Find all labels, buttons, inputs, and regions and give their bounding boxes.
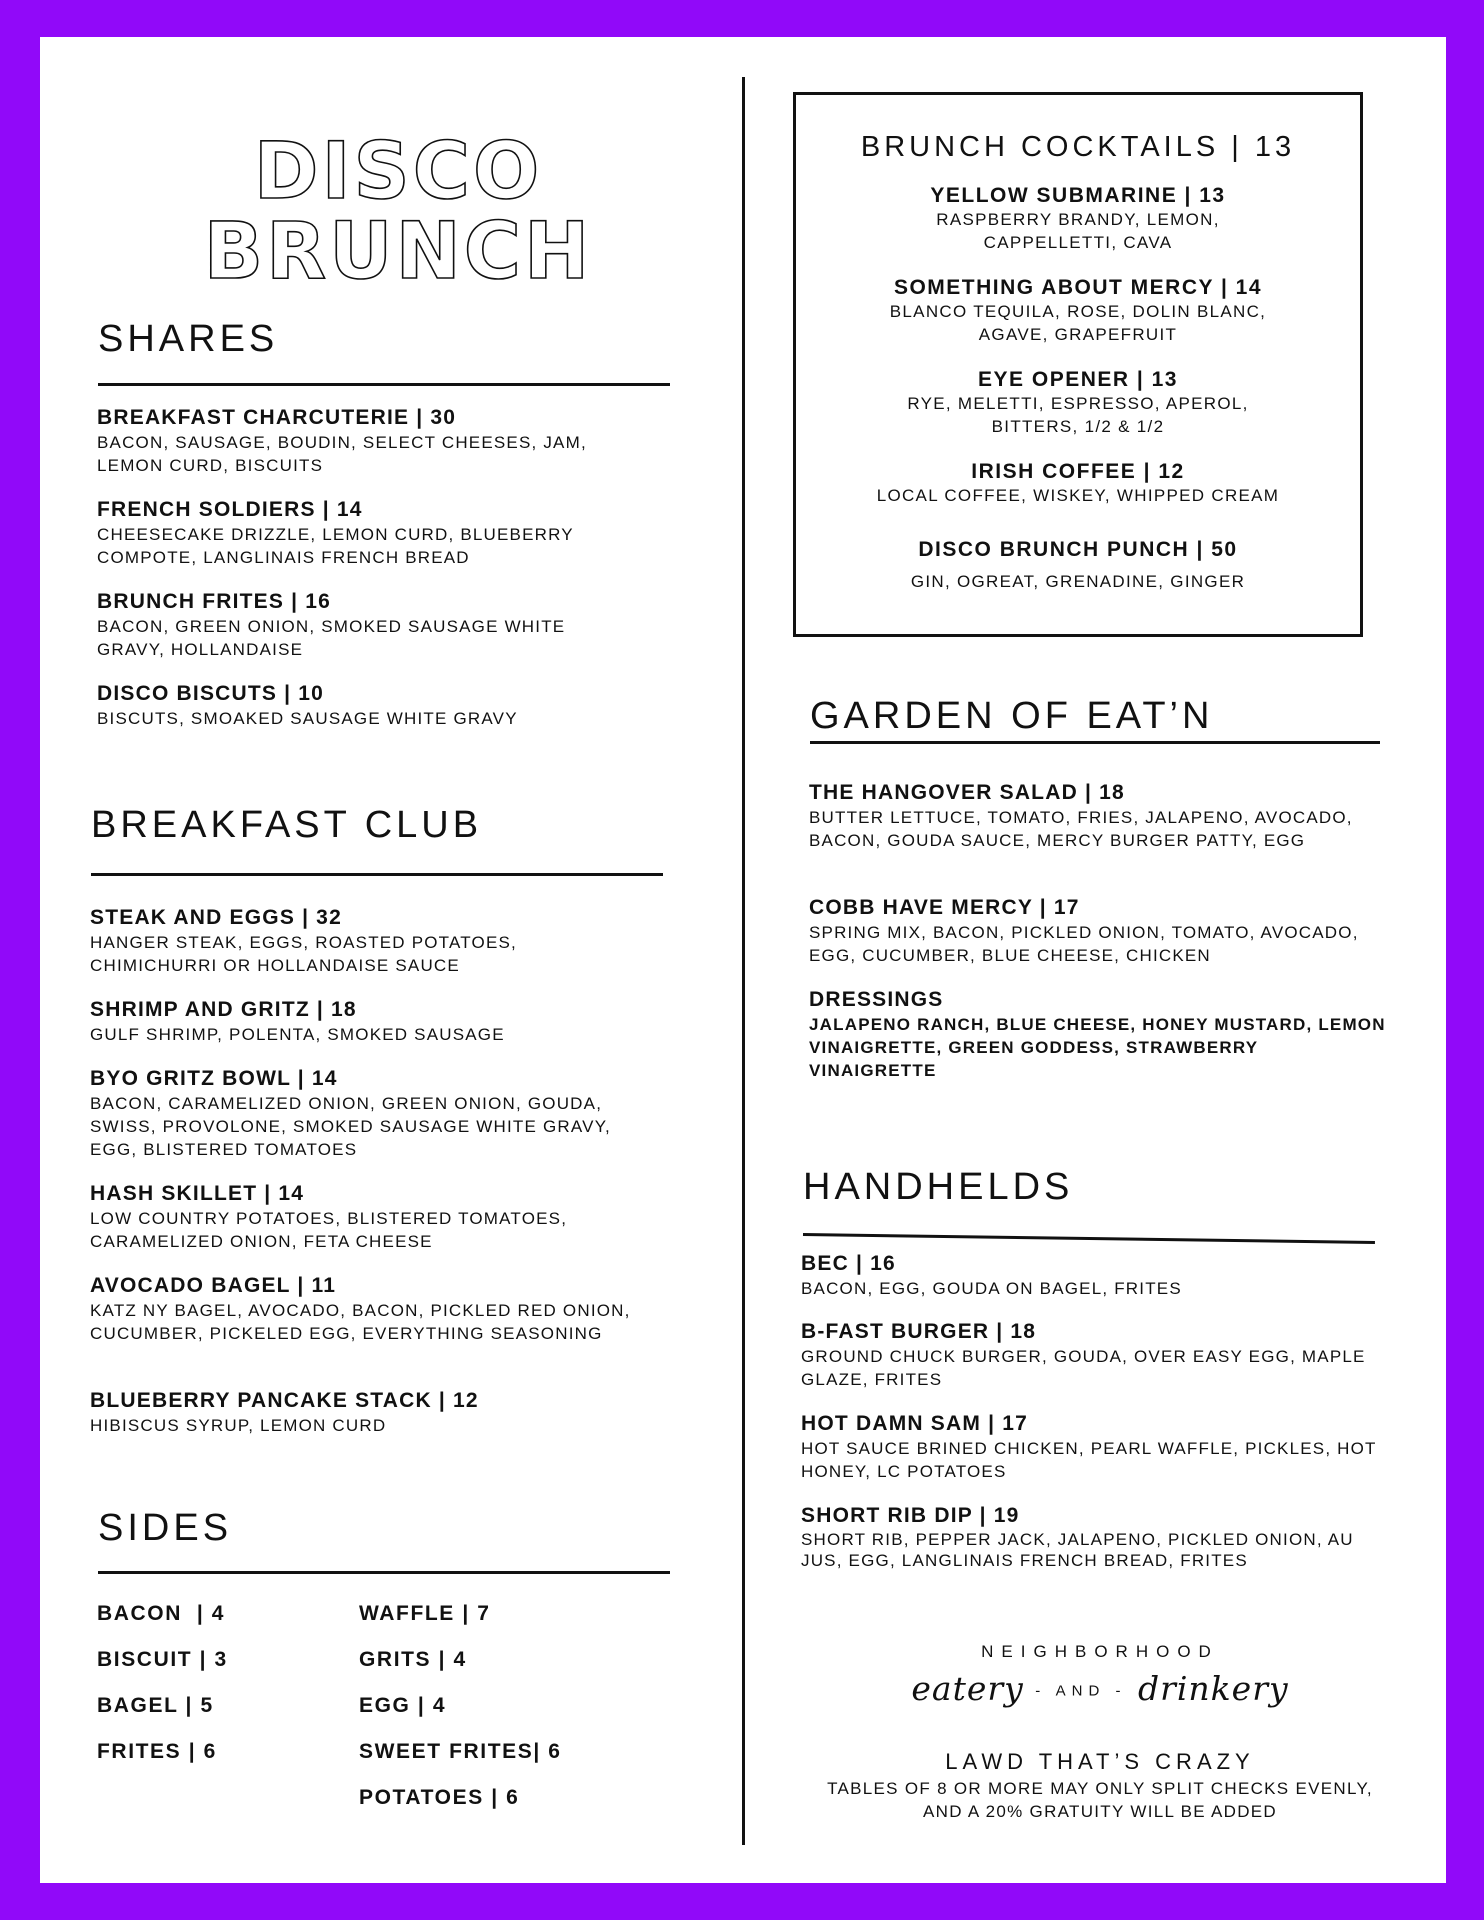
item-description: GROUND CHUCK BURGER, GOUDA, OVER EASY EGG, MAPLE GLAZE, FRITES (801, 1347, 1366, 1389)
menu-item (90, 1181, 650, 1253)
cocktail-description-line: BITTERS, 1/2 & 1/2 (991, 417, 1165, 436)
drinkery-word: drinkery (1137, 1669, 1289, 1708)
and-word: - AND - (1035, 1682, 1127, 1700)
disco-brunch-logo (178, 95, 618, 297)
item-description: HOT SAUCE BRINED CHICKEN, PEARL WAFFLE, PICKLES, HOT HONEY, LC POTATOES (801, 1439, 1377, 1481)
neighborhood-label: NEIGHBORHOOD (981, 1642, 1219, 1661)
menu-item (801, 1411, 1381, 1483)
menu-item (801, 1319, 1381, 1391)
cocktail-item (796, 537, 1360, 593)
item-name: BEC | 16 (801, 1252, 896, 1275)
item-name: STEAK AND EGGS | 32 (90, 906, 342, 929)
logo-line-brunch: BRUNCH (203, 207, 593, 297)
item-description: BISCUTS, SMOAKED SAUSAGE WHITE GRAVY (97, 709, 518, 728)
item-name: DISCO BISCUTS | 10 (97, 682, 325, 705)
item-description: CHEESECAKE DRIZZLE, LEMON CURD, BLUEBERRY COMPOTE, LANGLINAIS FRENCH BREAD (97, 525, 574, 567)
item-name: DRESSINGS (809, 988, 944, 1011)
section-title-cocktails: BRUNCH COCKTAILS | 13 (860, 131, 1296, 163)
cocktail-description-line: CAPPELLETTI, CAVA (983, 233, 1173, 252)
column-divider (742, 77, 745, 1845)
menu-page (40, 37, 1446, 1883)
section-title-shares: SHARES (98, 318, 279, 360)
menu-item (97, 497, 637, 569)
item-name: BREAKFAST CHARCUTERIE | 30 (97, 406, 457, 429)
logo-line-disco: DISCO (253, 127, 543, 217)
menu-item (801, 1251, 1381, 1300)
item-description: BACON, EGG, GOUDA ON BAGEL, FRITES (801, 1279, 1182, 1298)
cocktail-item (796, 367, 1360, 438)
item-description: LOW COUNTRY POTATOES, BLISTERED TOMATOES, CARAMELIZED ONION, FETA CHEESE (90, 1209, 568, 1251)
cocktail-description-line: RASPBERRY BRANDY, LEMON, (936, 210, 1220, 229)
menu-item (97, 589, 637, 661)
item-description: SHORT RIB, PEPPER JACK, JALAPENO, PICKLED ONION, AU JUS, EGG, LANGLINAIS FRENCH BREAD, FRITES (801, 1530, 1354, 1570)
cocktail-description-line: GIN, OGREAT, GRENADINE, GINGER (910, 572, 1246, 591)
item-name: THE HANGOVER SALAD | 18 (809, 781, 1125, 804)
item-description: HANGER STEAK, EGGS, ROASTED POTATOES, CHIMICHURRI OR HOLLANDAISE SAUCE (90, 933, 517, 975)
gratuity-policy (800, 1777, 1400, 1823)
item-description: GULF SHRIMP, POLENTA, SMOKED SAUSAGE (90, 1025, 505, 1044)
section-title-sides: SIDES (98, 1507, 233, 1549)
side-item: WAFFLE | 7 (359, 1602, 491, 1625)
side-item: POTATOES | 6 (359, 1786, 520, 1809)
item-name: SHORT RIB DIP | 19 (801, 1504, 1020, 1527)
cocktail-name: IRISH COFFEE | 12 (971, 460, 1185, 483)
cocktail-name: DISCO BRUNCH PUNCH | 50 (918, 538, 1238, 561)
section-title-garden: GARDEN OF EAT’N (810, 695, 1214, 737)
side-item: BAGEL | 5 (97, 1694, 214, 1717)
menu-item (809, 895, 1389, 967)
item-description: KATZ NY BAGEL, AVOCADO, BACON, PICKLED RED ONION, CUCUMBER, PICKELED EGG, EVERYTHING SEASONING (90, 1301, 631, 1343)
side-item: EGG | 4 (359, 1694, 447, 1717)
lawd-heading: LAWD THAT’S CRAZY (945, 1749, 1255, 1774)
item-name: AVOCADO BAGEL | 11 (90, 1274, 337, 1297)
section-title-breakfast-club: BREAKFAST CLUB (91, 804, 483, 846)
menu-item (90, 905, 650, 977)
cocktail-item (796, 183, 1360, 254)
item-description: BACON, CARAMELIZED ONION, GREEN ONION, GOUDA, SWISS, PROVOLONE, SMOKED SAUSAGE WHITE GRAVY, EGG, BLISTERED TOMATOES (90, 1094, 611, 1159)
section-rule-breakfast-club (91, 873, 663, 876)
item-description: BUTTER LETTUCE, TOMATO, FRIES, JALAPENO, AVOCADO, BACON, GOUDA SAUCE, MERCY BURGER PATTY, EGG (809, 808, 1353, 850)
side-item: SWEET FRITES| 6 (359, 1740, 562, 1763)
menu-item (97, 681, 637, 730)
item-name: HOT DAMN SAM | 17 (801, 1412, 1028, 1435)
item-name: HASH SKILLET | 14 (90, 1182, 305, 1205)
menu-item (90, 1066, 650, 1161)
menu-item (809, 780, 1389, 852)
eatery-drinkery-tagline (800, 1669, 1400, 1708)
eatery-word: eatery (911, 1669, 1024, 1708)
menu-item (97, 405, 637, 477)
side-item: GRITS | 4 (359, 1648, 467, 1671)
item-name: COBB HAVE MERCY | 17 (809, 896, 1080, 919)
item-name: B-FAST BURGER | 18 (801, 1320, 1037, 1343)
menu-item (90, 1273, 650, 1345)
menu-item (801, 1503, 1381, 1571)
cocktail-name: YELLOW SUBMARINE | 13 (930, 184, 1226, 207)
section-rule-sides (98, 1571, 670, 1574)
side-item: BISCUIT | 3 (97, 1648, 228, 1671)
cocktail-description-line: AGAVE, GRAPEFRUIT (978, 325, 1178, 344)
side-item: BACON | 4 (97, 1602, 226, 1625)
menu-item (90, 1388, 650, 1437)
item-description: BACON, GREEN ONION, SMOKED SAUSAGE WHITE GRAVY, HOLLANDAISE (97, 617, 566, 659)
section-rule-handhelds (803, 1233, 1375, 1244)
cocktail-item (796, 459, 1360, 507)
item-name: FRENCH SOLDIERS | 14 (97, 498, 363, 521)
policy-line: AND A 20% GRATUITY WILL BE ADDED (923, 1802, 1277, 1821)
item-name: SHRIMP AND GRITZ | 18 (90, 998, 357, 1021)
cocktail-name: SOMETHING ABOUT MERCY | 14 (893, 276, 1263, 299)
side-item: FRITES | 6 (97, 1740, 217, 1763)
section-rule-shares (98, 383, 670, 386)
cocktail-description-line: LOCAL COFFEE, WISKEY, WHIPPED CREAM (876, 486, 1280, 505)
item-name: BLUEBERRY PANCAKE STACK | 12 (90, 1389, 479, 1412)
item-description: JALAPENO RANCH, BLUE CHEESE, HONEY MUSTARD, LEMON VINAIGRETTE, GREEN GODDESS, STRAWBERRY VINAIGRETTE (809, 1015, 1386, 1080)
item-description: SPRING MIX, BACON, PICKLED ONION, TOMATO, AVOCADO, EGG, CUCUMBER, BLUE CHEESE, CHICKEN (809, 923, 1359, 965)
cocktails-box (793, 92, 1363, 637)
cocktail-description-line: RYE, MELETTI, ESPRESSO, APEROL, (907, 394, 1249, 413)
menu-item (809, 987, 1389, 1082)
item-name: BRUNCH FRITES | 16 (97, 590, 331, 613)
item-name: BYO GRITZ BOWL | 14 (90, 1067, 338, 1090)
item-description: HIBISCUS SYRUP, LEMON CURD (90, 1416, 387, 1435)
section-rule-garden (810, 741, 1380, 744)
section-title-handhelds: HANDHELDS (803, 1166, 1074, 1208)
cocktail-name: EYE OPENER | 13 (978, 368, 1178, 391)
cocktail-item (796, 275, 1360, 346)
item-description: BACON, SAUSAGE, BOUDIN, SELECT CHEESES, JAM, LEMON CURD, BISCUITS (97, 433, 587, 475)
menu-item (90, 997, 650, 1046)
cocktail-description-line: BLANCO TEQUILA, ROSE, DOLIN BLANC, (889, 302, 1267, 321)
policy-line: TABLES OF 8 OR MORE MAY ONLY SPLIT CHECKS EVENLY, (827, 1779, 1373, 1798)
